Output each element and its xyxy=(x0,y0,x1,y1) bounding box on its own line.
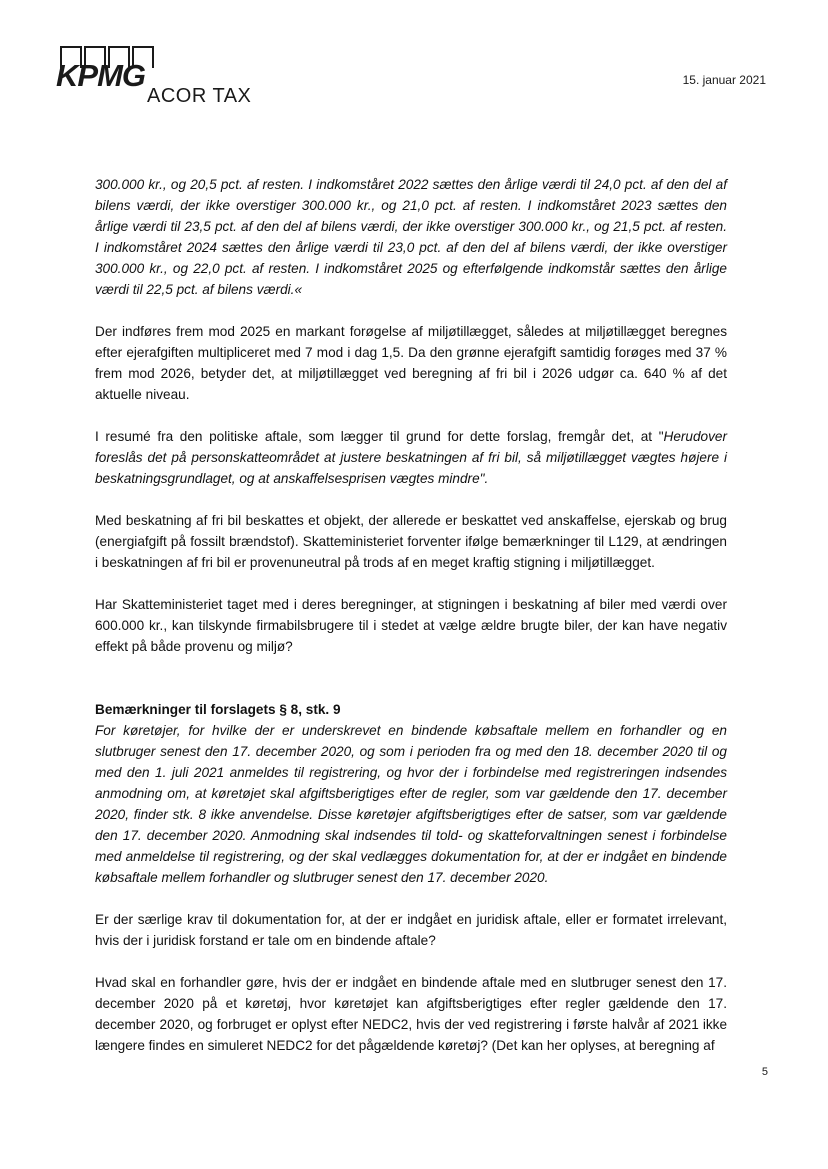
paragraph-question-revenue: Har Skatteministeriet taget med i deres beregninger, at stigningen i beskatning af biler med værdi over 600.000 kr., kan tilskynde firmabilsbrugere til i stedet at vælge ældre brugte biler, der kan have negativ effekt på både provenu og miljø? xyxy=(95,597,727,654)
document-body xyxy=(95,174,727,1056)
document-date: 15. januar 2021 xyxy=(682,73,766,87)
paragraph-environment-surcharge: Der indføres frem mod 2025 en markant forøgelse af miljøtillægget, således at miljøtillægget beregnes efter ejerafgiften multipliceret med 7 mod i dag 1,5. Da den grønne ejerafgift samtidig forøges med 37 % frem mod 2026, betyder det, at miljøtillægget ved beregning af fri bil i 2026 udgør ca. 640 % af det aktuelle niveau. xyxy=(95,324,727,402)
paragraph-question-dealer: Hvad skal en forhandler gøre, hvis der er indgået en bindende aftale med en slutbruger senest den 17. december 2020 på et køretøj, hvor køretøjet kan afgiftsberigtiges efter regler gældende den 17. december 2020, og forbruget er oplyst efter NEDC2, hvis der ved registrering i første halvår af 2021 ikke længere findes en simuleret NEDC2 for det pågældende køretøj? (Det kan her oplyses, at beregning af xyxy=(95,975,727,1053)
logo-wordmark: KPMG xyxy=(56,58,145,93)
paragraph-quote-section-8: For køretøjer, for hvilke der er underskrevet en bindende købsaftale mellem en forhandler og en slutbruger senest den 17. december 2020, og som i perioden fra og med den 18. december 2020 til og med den 1. juli 2021 anmeldes til registrering, og hvor der i forbindelse med registreringen indsendes anmodning om, at køretøjet skal afgiftsberigtiges efter de regler, som var gældende den 17. december 2020, finder stk. 8 ikke anvendelse. Disse køretøjer afgiftsberigtiges efter de satser, som var gældende den 17. december 2020. Anmodning skal indsendes til told- og skatteforvaltningen senest i forbindelse med anmeldelse til registrering, og der skal vedlægges dokumentation for, at der er indgået en bindende købsaftale mellem forhandler og slutbruger senest den 17. december 2020. xyxy=(95,723,727,885)
kpmg-acor-tax-logo xyxy=(56,46,276,108)
paragraph-quote-rates: 300.000 kr., og 20,5 pct. af resten. I indkomståret 2022 sættes den årlige værdi til 24,0 pct. af den del af bilens værdi, der ikke overstiger 300.000 kr., og 21,0 pct. af resten. I indkomståret 2023 sættes den årlige værdi til 23,5 pct. af den del af bilens værdi, der ikke overstiger 300.000 kr., og 21,5 pct. af resten. I indkomståret 2024 sættes den årlige værdi til 23,0 pct. af den del af bilens værdi, der ikke overstiger 300.000 kr., og 22,0 pct. af resten. I indkomståret 2025 og efterfølgende indkomstår sættes den årlige værdi til 22,5 pct. af bilens værdi.« xyxy=(95,177,727,297)
paragraph-prefix: I resumé fra den politiske aftale, som lægger til grund for dette forslag, fremgår det, at " xyxy=(95,429,664,444)
page-number: 5 xyxy=(761,1066,768,1078)
paragraph-political-agreement xyxy=(95,426,727,489)
paragraph-taxation-object: Med beskatning af fri bil beskattes et objekt, der allerede er beskattet ved anskaffelse, ejerskab og brug (energiafgift på fossilt brændstof). Skatteministeriet forventer ifølge bemærkninger til L129, at ændringen i beskatningen af fri bil er provenuneutral på trods af en meget kraftig stigning i miljøtillægget. xyxy=(95,513,727,570)
paragraph-question-documentation: Er der særlige krav til dokumentation for, at der er indgået en juridisk aftale, eller er formatet irrelevant, hvis der i juridisk forstand er tale om en bindende aftale? xyxy=(95,912,727,948)
logo-subtitle: ACOR TAX xyxy=(147,85,252,107)
paragraph-quote: Herudover foreslås det på personskatteområdet at justere beskatningen af fri bil, så miljøtillægget vægtes højere i beskatningsgrundlaget, og at anskaffelsesprisen vægtes mindre". xyxy=(95,429,727,486)
section-heading: Bemærkninger til forslagets § 8, stk. 9 xyxy=(95,702,341,717)
